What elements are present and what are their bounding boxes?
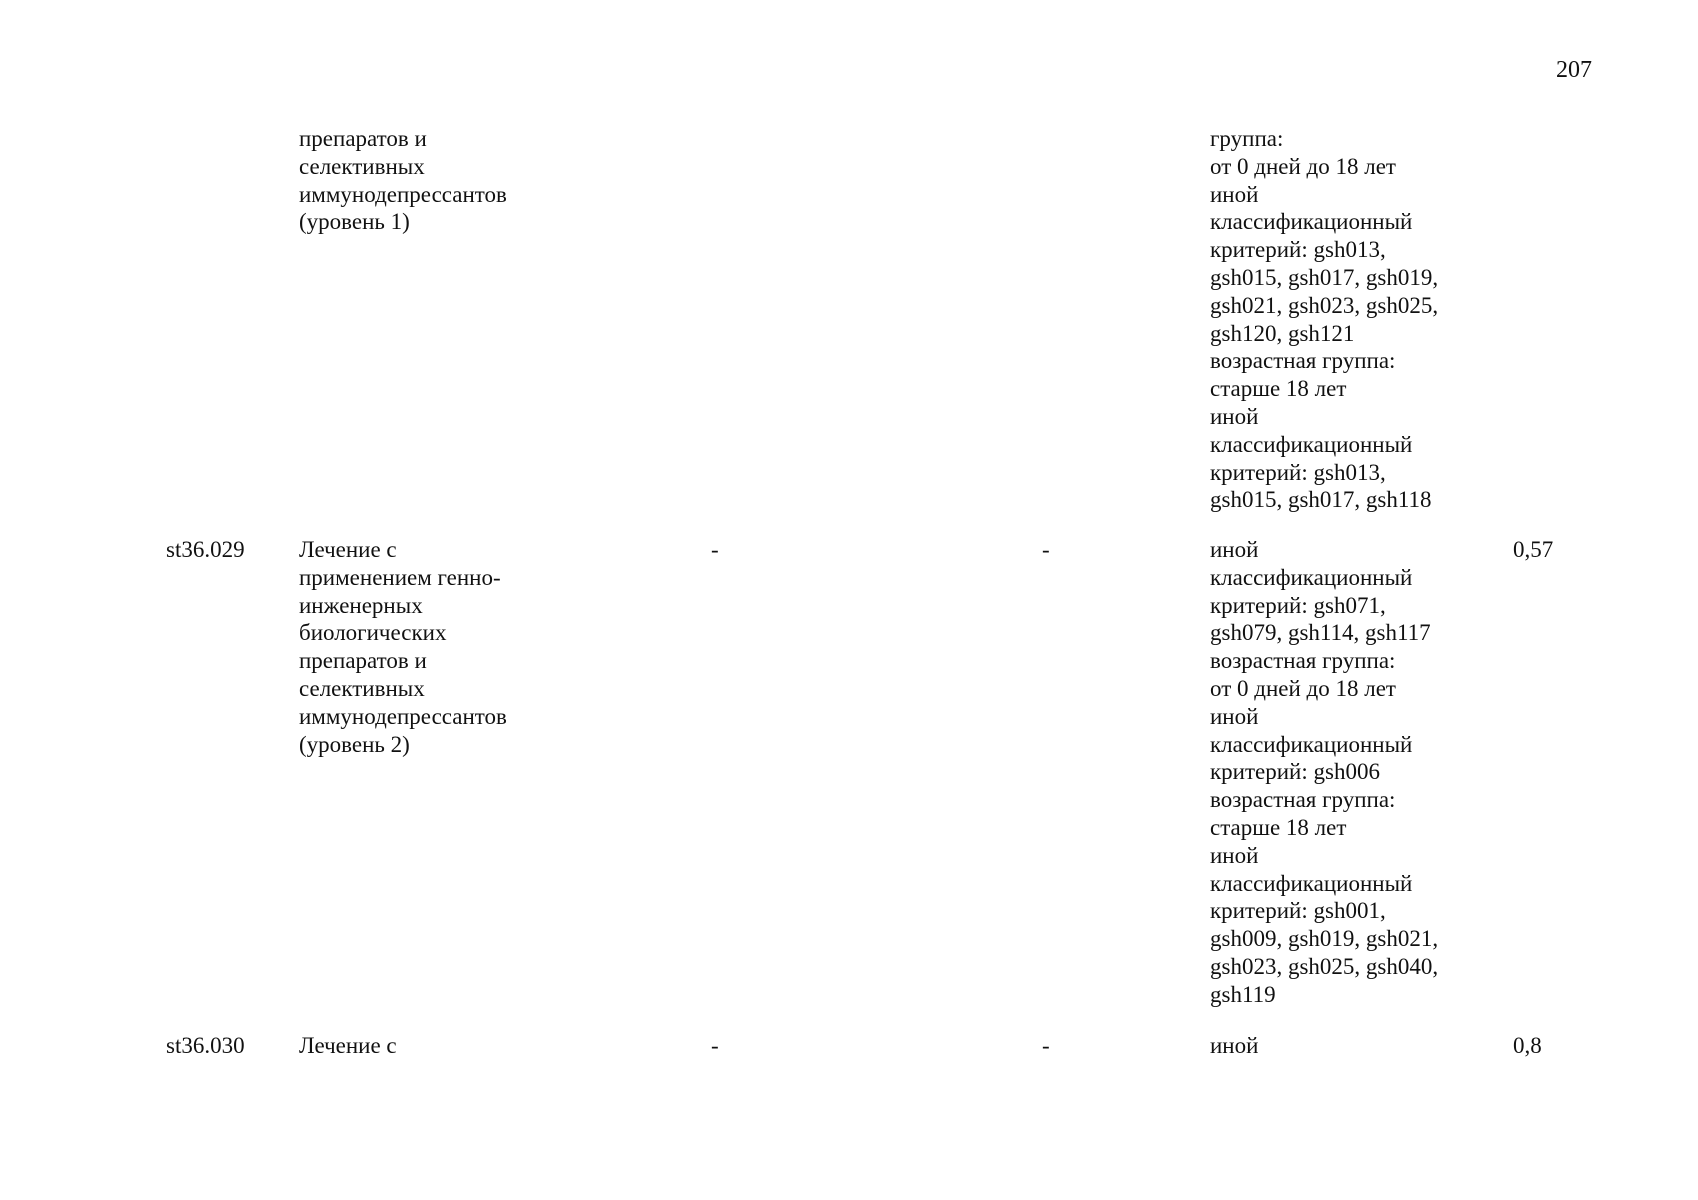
row-code: st36.030 (166, 1033, 245, 1058)
page-number: 207 (1556, 57, 1592, 83)
row-criteria: иной классификационный критерий: gsh071, gsh079, gsh114, gsh117 возрастная группа: от 0 дней до 18 лет иной классификационный критерий: gsh006 возрастная группа: старше 18 лет иной классификационный критерий: gsh001, gsh009, gsh019, gsh021, gsh023, gsh025, gsh040, gsh119 (1210, 537, 1439, 1007)
row-criteria: группа: от 0 дней до 18 лет иной классификационный критерий: gsh013, gsh015, gsh017, gsh019, gsh021, gsh023, gsh025, gsh120, gsh121 возрастная группа: старше 18 лет иной классификационный критерий: gsh013, gsh015, gsh017, gsh118 (1210, 126, 1439, 513)
row-name: препаратов и селективных иммунодепрессантов (уровень 1) (299, 126, 507, 235)
row-criteria: иной (1210, 1033, 1259, 1058)
row-dash-1: - (711, 537, 719, 562)
row-coefficient: 0,57 (1513, 537, 1554, 562)
row-code: st36.029 (166, 537, 245, 562)
row-dash-2: - (1042, 537, 1050, 562)
row-dash-2: - (1042, 1033, 1050, 1058)
row-name: Лечение с применением генно- инженерных биологических препаратов и селективных иммунодепрессантов (уровень 2) (299, 537, 507, 757)
row-dash-1: - (711, 1033, 719, 1058)
row-coefficient: 0,8 (1513, 1033, 1542, 1058)
row-name: Лечение с (299, 1033, 397, 1058)
